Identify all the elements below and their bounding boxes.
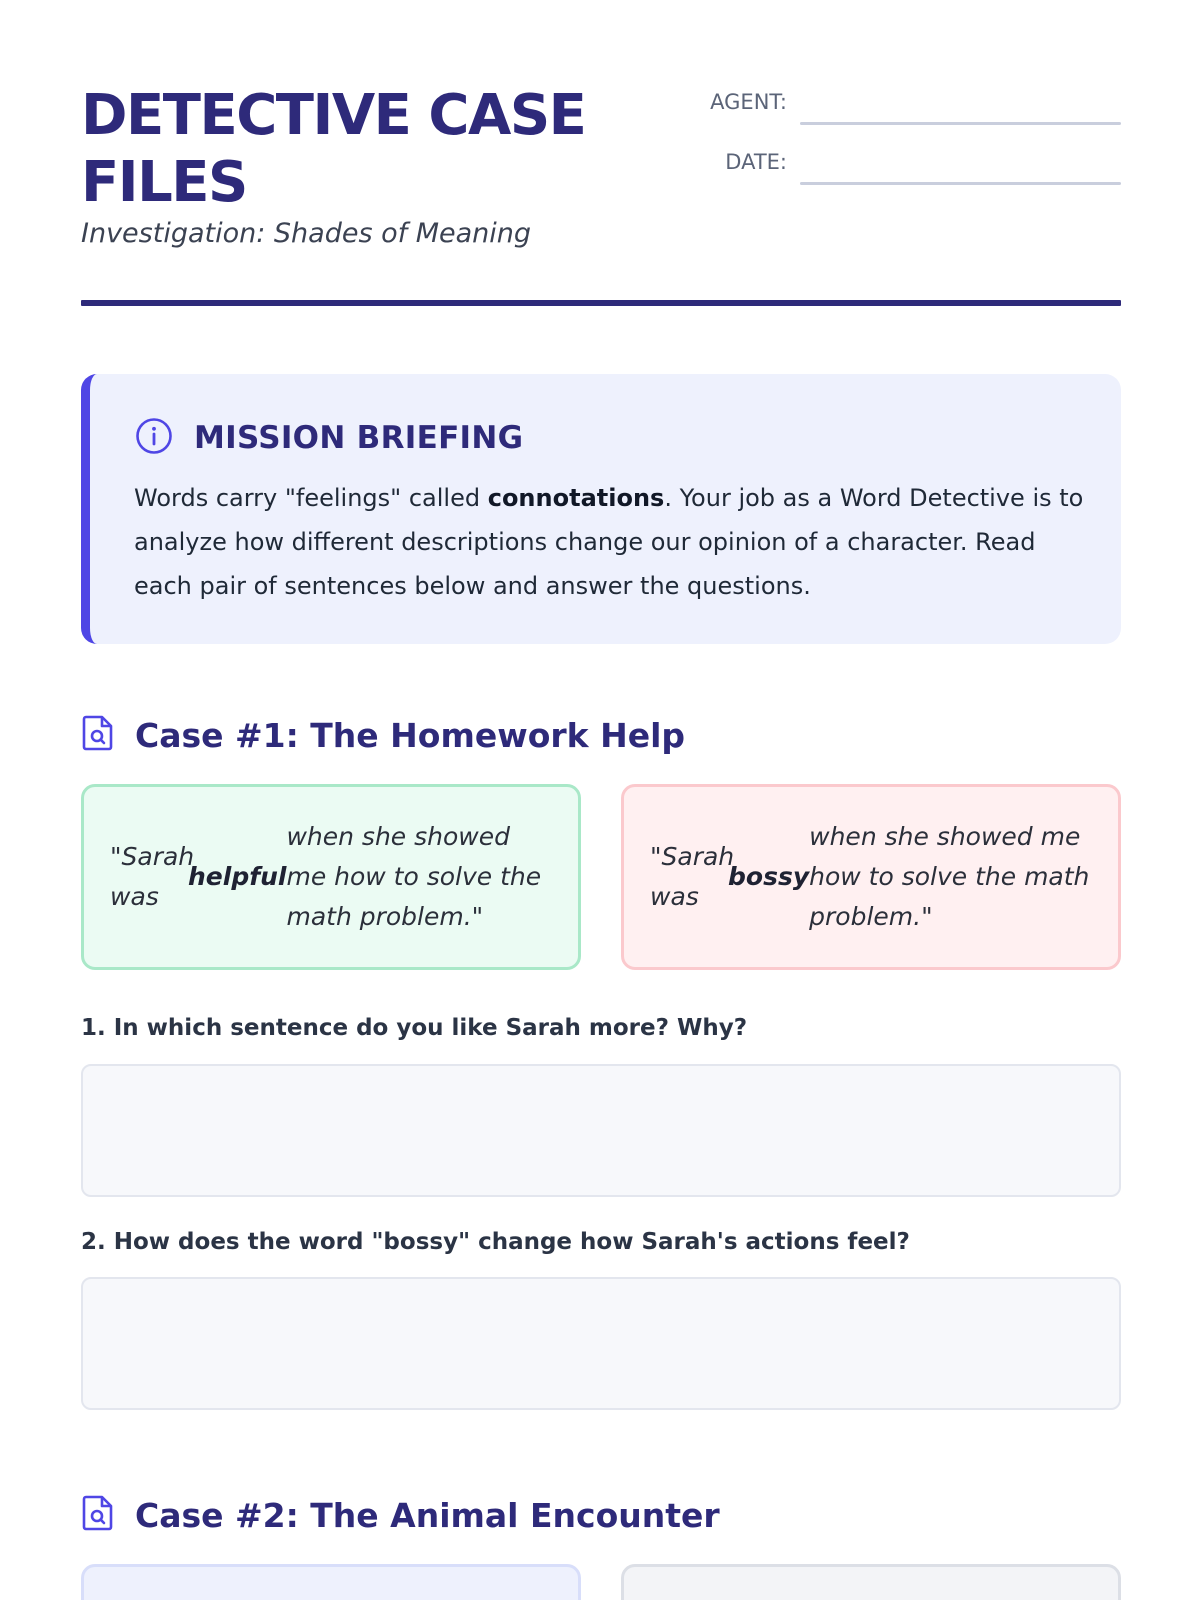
sentence-keyword: helpful <box>188 862 287 891</box>
sentence-start: "Sarah was <box>650 842 735 911</box>
agent-input-line[interactable] <box>800 122 1121 125</box>
date-label: DATE: <box>725 150 787 174</box>
sentence-keyword: bossy <box>728 862 810 891</box>
sentence-end: when she showed me how to solve the math problem." <box>809 822 1090 931</box>
worksheet-page <box>81 0 1121 1600</box>
date-input-line[interactable] <box>800 182 1121 185</box>
answer-box-2[interactable] <box>81 1277 1121 1410</box>
header-divider <box>81 300 1121 306</box>
sentence-start: "Sarah was <box>110 842 195 911</box>
sentence-end: when she showed me how to solve the math problem." <box>286 822 542 931</box>
agent-field[interactable] <box>691 84 1121 124</box>
date-field[interactable] <box>691 144 1121 184</box>
case-2-heading <box>81 1494 720 1536</box>
case-2-sentence-card-a <box>81 1564 581 1600</box>
file-search-icon <box>81 714 115 756</box>
answer-box-1[interactable] <box>81 1064 1121 1197</box>
briefing-keyword: connotations <box>487 484 665 512</box>
briefing-header <box>134 418 523 458</box>
file-search-icon <box>81 1494 115 1536</box>
case-1-title: Case #1: The Homework Help <box>135 715 686 755</box>
mission-briefing <box>81 374 1121 644</box>
negative-sentence-card <box>621 784 1121 970</box>
agent-label: AGENT: <box>710 90 787 114</box>
case-1-heading <box>81 714 685 756</box>
case-2-sentence-card-b <box>621 1564 1121 1600</box>
page-subtitle: Investigation: Shades of Meaning <box>81 218 532 249</box>
positive-sentence-card <box>81 784 581 970</box>
info-icon <box>134 416 174 460</box>
briefing-text <box>134 476 1094 608</box>
question-2: 2. How does the word "bossy" change how Sarah's actions feel? <box>81 1229 910 1255</box>
header <box>81 78 1121 308</box>
case-2-title: Case #2: The Animal Encounter <box>135 1495 720 1535</box>
question-1: 1. In which sentence do you like Sarah more? Why? <box>81 1015 748 1041</box>
briefing-text-part: Words carry "feelings" called <box>134 484 488 512</box>
page-title: DETECTIVE CASE FILES <box>81 83 586 215</box>
briefing-title: MISSION BRIEFING <box>194 420 524 456</box>
briefing-text-part: . Your job as a Word Detective is to analyze how different descriptions change our opinion of a character. Read each pair of sentences below and answer the questions. <box>134 484 1084 600</box>
